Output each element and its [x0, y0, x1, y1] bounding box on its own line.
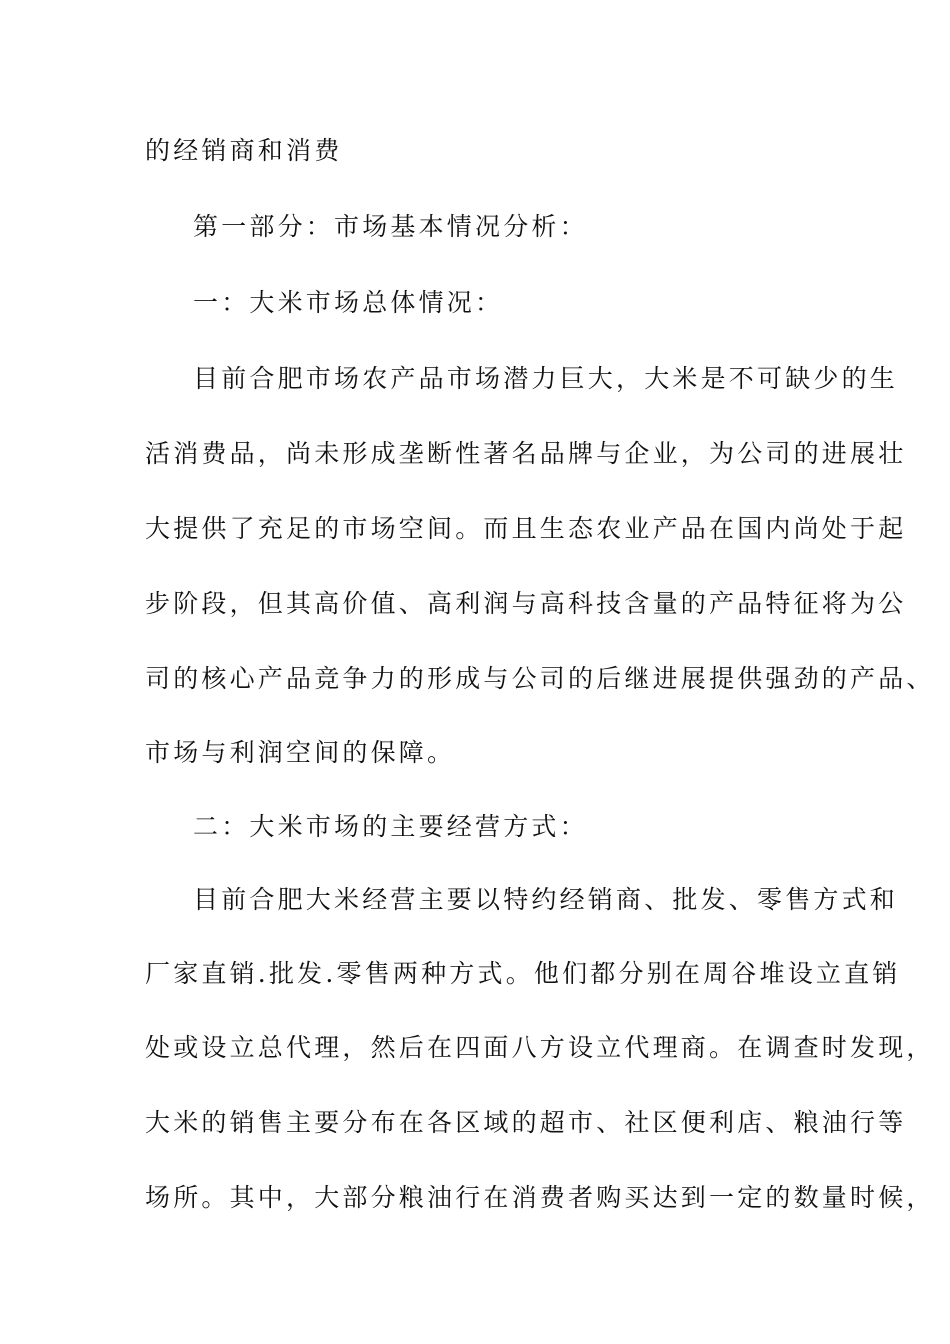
paragraph-line: 市场与利润空间的保障。 — [145, 738, 456, 767]
paragraph-line: 厂家直销.批发.零售两种方式。他们都分别在周谷堆设立直销 — [145, 959, 901, 988]
paragraph-line: 大米的销售主要分布在各区域的超市、社区便利店、粮油行等 — [145, 1108, 907, 1137]
paragraph-line: 活消费品，尚未形成垄断性著名品牌与企业，为公司的进展壮 — [145, 439, 907, 468]
paragraph-line: 步阶段，但其高价值、高利润与高科技含量的产品特征将为公 — [145, 589, 907, 618]
paragraph-line: 大提供了充足的市场空间。而且生态农业产品在国内尚处于起 — [145, 514, 907, 543]
paragraph-line: 司的核心产品竞争力的形成与公司的后继进展提供强劲的产品、 — [145, 664, 935, 693]
paragraph-line: 目前合肥市场农产品市场潜力巨大，大米是不可缺少的生 — [193, 364, 899, 393]
paragraph-line: 场所。其中，大部分粮油行在消费者购买达到一定的数量时候， — [145, 1183, 935, 1212]
subsection-heading: 一：大米市场总体情况： — [193, 288, 504, 317]
paragraph-line: 目前合肥大米经营主要以特约经销商、批发、零售方式和 — [193, 885, 899, 914]
section-heading: 第一部分：市场基本情况分析： — [193, 212, 588, 241]
text-line: 的经销商和消费 — [145, 136, 343, 165]
subsection-heading: 二：大米市场的主要经营方式： — [193, 812, 588, 841]
paragraph-line: 处或设立总代理，然后在四面八方设立代理商。在调查时发现， — [145, 1033, 935, 1062]
